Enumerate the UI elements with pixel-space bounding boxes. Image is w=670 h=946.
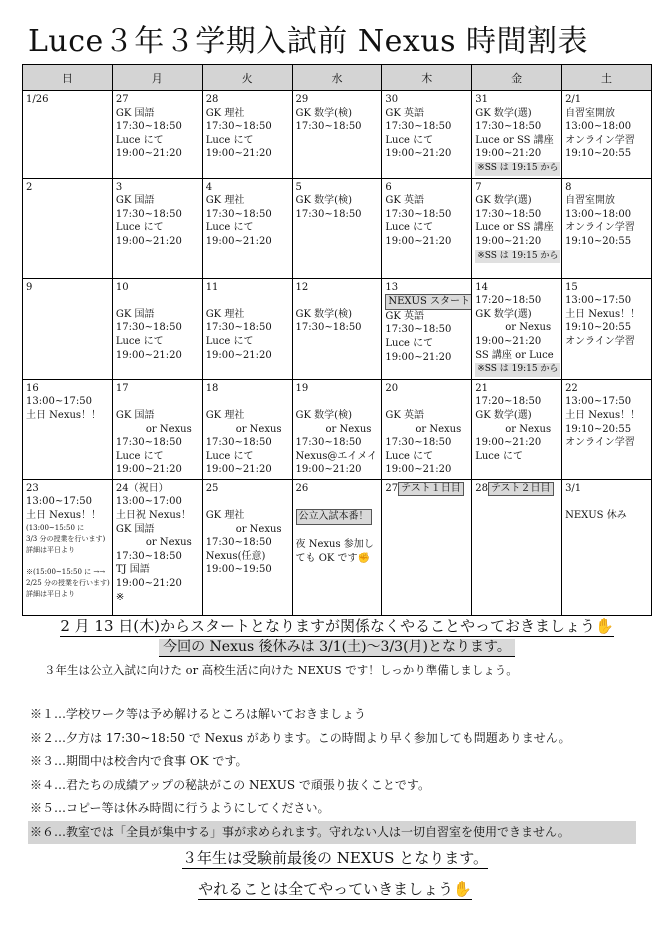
schedule-line: 公立入試本番！ (296, 509, 372, 525)
note-item: ※４…君たちの成績アップの秘訣がこの NEXUS で頑張り抜くことです。 (30, 777, 430, 792)
schedule-line: 2/25 分の授業を行います) (26, 578, 110, 587)
schedule-line: 19:00~21:20 (115, 349, 182, 361)
schedule-line: 17:30~18:50 (385, 208, 452, 220)
schedule-line: NEXUS スタート (385, 294, 471, 310)
schedule-line: 19:10~20:55 (565, 322, 632, 334)
day-cell (292, 278, 382, 379)
day-cell-header (116, 181, 199, 195)
schedule-line: 17:30~18:50 (115, 322, 182, 334)
day-cell (23, 178, 113, 278)
schedule-line: 19:00~21:20 (385, 148, 452, 160)
schedule-line: GK 数学(選) (475, 195, 532, 207)
schedule-line: ※ (115, 591, 125, 603)
schedule-line: オンライン学習 (565, 335, 635, 347)
day-date: 27 (385, 482, 399, 494)
day-cell (112, 379, 202, 479)
schedule-line (206, 395, 289, 409)
schedule-line: 詳細は平日より (26, 545, 75, 554)
schedule-line: ※SS は 19:15 から (475, 250, 560, 264)
day-cell-header (296, 382, 379, 396)
schedule-line: 17:30~18:50 (385, 121, 452, 133)
day-cell-header (475, 482, 558, 496)
day-cell-header (565, 281, 648, 295)
day-date: 3 (115, 181, 123, 193)
schedule-line: 13:00~17:50 (565, 396, 632, 408)
schedule-line: Luce にて (385, 222, 434, 234)
note-item: ※６…教室では「全員が集中する」事が求められます。守れない人は一切自習室を使用できません。 (28, 821, 636, 845)
schedule-line: GK 国語 (115, 308, 155, 320)
day-cell (112, 278, 202, 379)
start-notice (22, 615, 652, 637)
schedule-line: Luce にて (205, 222, 254, 234)
schedule-line: Luce にて (115, 335, 164, 347)
weekday-wed: 水 (292, 65, 382, 91)
schedule-line: GK 数学(検) (295, 308, 352, 320)
test-day-badge: テスト１日目 (398, 482, 464, 496)
closing-call (0, 877, 670, 901)
note-item: ※５…コピー等は休み時間に行うようにしてください。 (30, 801, 330, 815)
day-cell-header (565, 482, 648, 496)
schedule-line: オンライン学習 (565, 134, 635, 146)
weekday-fri: 金 (472, 65, 562, 91)
schedule-line: or Nexus (415, 423, 462, 435)
day-date: 22 (565, 382, 578, 394)
schedule-line: Luce にて (115, 134, 164, 146)
schedule-line: GK 英語 (385, 310, 425, 322)
schedule-line: (13:00~15:50 に (26, 523, 85, 532)
day-cell-header (385, 181, 468, 195)
schedule-line: 19:00~21:20 (385, 464, 452, 476)
schedule-line: ても OK です✊ (295, 552, 371, 564)
day-date: 3/1 (565, 482, 582, 494)
day-cell (562, 178, 652, 278)
schedule-line: 13:00~17:50 (26, 396, 93, 408)
day-date: 10 (115, 281, 129, 293)
schedule-line: 13:00~17:50 (565, 295, 632, 307)
schedule-line (296, 525, 379, 539)
page-title: Luce３年３学期入試前 Nexus 時間割表 (28, 24, 589, 59)
schedule-line: 19:00~19:50 (205, 564, 272, 576)
day-cell (202, 379, 292, 479)
day-cell (23, 379, 113, 479)
day-cell-header (296, 93, 379, 107)
schedule-line: GK 数学(検) (295, 195, 352, 207)
day-cell (23, 91, 113, 179)
schedule-line: GK 英語 (385, 195, 425, 207)
schedule-line: 17:30~18:50 (385, 324, 452, 336)
schedule-line: 3/3 分の授業を行います) (26, 534, 106, 543)
schedule-line: GK 数学(選) (475, 409, 532, 421)
schedule-line: 17:30~18:50 (475, 208, 542, 220)
schedule-line: 17:20~18:50 (475, 396, 542, 408)
schedule-line: Luce にて (385, 450, 434, 462)
schedule-line: GK 国語 (115, 409, 155, 421)
schedule-line: Nexus(任意) (205, 550, 266, 562)
schedule-line: 13:00~17:50 (26, 496, 93, 508)
schedule-line: 土日 Nexus！！ (26, 409, 102, 421)
day-cell-header (385, 281, 468, 295)
schedule-line: 13:00~18:00 (565, 208, 632, 220)
schedule-line: 13:00~17:00 (115, 496, 182, 508)
schedule-line: 自習室開放 (565, 107, 616, 119)
day-date: 24（祝日） (115, 482, 169, 494)
day-date: 28 (475, 482, 488, 494)
schedule-line: Nexus@エイメイ (295, 450, 378, 462)
day-cell-header (116, 93, 199, 107)
schedule-line: SS 講座 or Luce (475, 349, 554, 361)
schedule-line: 19:00~21:20 (385, 235, 452, 247)
schedule-line: 19:00~21:20 (475, 335, 542, 347)
day-date: 30 (385, 94, 399, 105)
schedule-line: GK 理社 (205, 409, 245, 421)
schedule-line: GK 国語 (115, 195, 155, 207)
schedule-line: 17:30~18:50 (385, 437, 452, 449)
day-date: 25 (205, 482, 219, 494)
schedule-line: Luce or SS 講座 (475, 222, 554, 234)
note-item: ※２…夕方は 17:30~18:50 で Nexus があります。この時間より早く参加しても問題ありません。 (30, 730, 571, 745)
schedule-line: GK 国語 (115, 523, 155, 535)
closing-message (0, 846, 670, 870)
day-cell-header (565, 382, 648, 396)
day-cell-header (475, 382, 558, 396)
day-date: 28 (205, 94, 219, 105)
day-cell (562, 278, 652, 379)
day-cell (202, 278, 292, 379)
day-cell-header (26, 382, 109, 396)
schedule-line: 19:00~21:20 (475, 235, 542, 247)
schedule-line: 17:30~18:50 (115, 550, 182, 562)
day-cell (472, 278, 562, 379)
schedule-line: or Nexus (235, 423, 282, 435)
schedule-line: ※SS は 19:15 から (475, 363, 560, 377)
schedule-line: or Nexus (325, 423, 372, 435)
schedule-line: 13:00~18:00 (565, 121, 632, 133)
schedule-line: GK 理社 (205, 308, 245, 320)
schedule-line: or Nexus (235, 523, 282, 535)
day-cell-header (26, 482, 109, 496)
schedule-line: 19:10~20:55 (565, 423, 632, 435)
schedule-line: 17:30~18:50 (205, 437, 272, 449)
schedule-line (206, 495, 289, 509)
weekday-mon: 月 (112, 65, 202, 91)
day-date: 31 (475, 94, 488, 105)
day-cell (472, 178, 562, 278)
week-row (23, 379, 652, 479)
day-cell-header (565, 181, 648, 195)
schedule-line (296, 294, 379, 308)
day-cell-header (116, 281, 199, 295)
closing-line-1: ３年生は受験前最後の NEXUS となります。 (181, 849, 488, 867)
day-cell (382, 379, 472, 479)
week-row (23, 178, 652, 278)
schedule-line: 19:00~21:20 (115, 578, 182, 590)
day-cell (292, 178, 382, 278)
schedule-line: 夜 Nexus 参加し (295, 539, 374, 551)
day-cell (112, 479, 202, 615)
schedule-line: GK 英語 (385, 409, 425, 421)
day-cell-header (385, 93, 468, 107)
day-date: 6 (385, 181, 392, 193)
schedule-line: or Nexus (505, 423, 552, 435)
schedule-line: 17:30~18:50 (115, 208, 182, 220)
note-item: ※３…期間中は校舎内で食事 OK です。 (30, 754, 248, 768)
schedule-line: Luce にて (115, 222, 164, 234)
schedule-line (565, 495, 648, 509)
day-date: 15 (565, 281, 578, 293)
week-row (23, 479, 652, 615)
note-item: ※１…学校ワーク等は予め解けるところは解いておきましょう (30, 707, 367, 721)
holiday-notice-text: 今回の Nexus 後休みは 3/1(土)～3/3(月)となります。 (159, 639, 515, 657)
schedule-line: Luce にて (385, 134, 434, 146)
schedule-line: 詳細は平日より (26, 589, 75, 598)
schedule-line: 19:00~21:20 (205, 349, 272, 361)
schedule-line (296, 395, 379, 409)
day-cell (562, 379, 652, 479)
day-cell-header (26, 93, 109, 107)
schedule-line: 17:30~18:50 (295, 437, 362, 449)
day-cell (472, 479, 562, 615)
schedule-line: Luce にて (205, 335, 254, 347)
schedule-line: 17:20~18:50 (475, 295, 542, 307)
schedule-line: GK 国語 (115, 107, 155, 119)
day-cell (382, 278, 472, 379)
day-cell (382, 178, 472, 278)
schedule-line: GK 理社 (205, 195, 245, 207)
schedule-line: GK 数学(検) (295, 107, 352, 119)
schedule-line: GK 理社 (205, 107, 245, 119)
day-date: 2/1 (565, 94, 582, 105)
day-cell (292, 91, 382, 179)
day-cell-header (296, 482, 379, 496)
schedule-line (206, 294, 289, 308)
schedule-line (26, 556, 109, 567)
schedule-line: Luce にて (115, 450, 164, 462)
schedule-line (116, 294, 199, 308)
schedule-line: 17:30~18:50 (295, 322, 362, 334)
day-date: 13 (385, 281, 399, 293)
day-cell-header (26, 181, 109, 195)
day-cell (382, 479, 472, 615)
week-row (23, 91, 652, 179)
schedule-line: 19:00~21:20 (475, 437, 542, 449)
schedule-line: 19:00~21:20 (205, 464, 272, 476)
day-cell (292, 479, 382, 615)
day-date: 2 (26, 181, 33, 193)
schedule-line: Luce にて (385, 337, 434, 349)
day-date: 9 (26, 281, 33, 293)
day-date: 14 (475, 281, 488, 293)
day-date: 12 (295, 281, 309, 293)
day-cell (382, 91, 472, 179)
day-date: 4 (205, 181, 213, 193)
schedule-line (385, 395, 468, 409)
day-cell-header (475, 181, 558, 195)
schedule-line: 19:00~21:20 (115, 464, 182, 476)
day-cell-header (206, 482, 289, 496)
day-cell-header (206, 382, 289, 396)
schedule-line: Luce or SS 講座 (475, 134, 554, 146)
day-date: 23 (26, 482, 39, 494)
week-row (23, 278, 652, 379)
day-cell (202, 479, 292, 615)
day-date: 11 (205, 281, 219, 293)
schedule-line: 17:30~18:50 (115, 437, 182, 449)
schedule-line: Luce にて (205, 450, 254, 462)
day-cell (23, 479, 113, 615)
day-date: 16 (26, 382, 39, 394)
schedule-line: 19:00~21:20 (205, 148, 272, 160)
schedule-line: or Nexus (145, 423, 192, 435)
schedule-line: 17:30~18:50 (205, 208, 272, 220)
schedule-line: 土日 Nexus！！ (565, 409, 641, 421)
day-cell-header (116, 482, 199, 496)
day-cell (292, 379, 382, 479)
schedule-line: 19:00~21:20 (295, 464, 362, 476)
weekday-sat: 土 (562, 65, 652, 91)
closing-line-2: やれることは全てやっていきましょう✋ (198, 880, 472, 898)
schedule-line: 19:00~21:20 (115, 148, 182, 160)
day-date: 29 (295, 94, 309, 105)
schedule-line: 19:00~21:20 (385, 351, 452, 363)
schedule-line: NEXUS 休み (565, 510, 627, 522)
schedule-line: 17:30~18:50 (295, 208, 362, 220)
day-cell-header (26, 281, 109, 295)
schedule-line (296, 495, 379, 509)
schedule-line: 17:30~18:50 (475, 121, 542, 133)
schedule-line: 17:30~18:50 (205, 121, 272, 133)
day-date: 17 (115, 382, 129, 394)
timetable (22, 64, 652, 616)
day-cell-header (565, 93, 648, 107)
schedule-line: GK 数学(検) (295, 409, 352, 421)
schedule-line: Luce にて (205, 134, 254, 146)
day-date: 20 (385, 382, 399, 394)
weekday-thu: 木 (382, 65, 472, 91)
prep-notice: ３年生は公立入試に向けた or 高校生活に向けた NEXUS です！しっかり準備しましょう。 (44, 663, 518, 677)
day-cell (562, 91, 652, 179)
day-cell (562, 479, 652, 615)
day-cell-header (385, 482, 468, 496)
day-cell-header (296, 281, 379, 295)
weekday-header-row (23, 65, 652, 91)
day-cell (23, 278, 113, 379)
day-date: 7 (475, 181, 482, 193)
schedule-line: Luce にて (475, 450, 523, 462)
schedule-line: GK 理社 (205, 510, 245, 522)
weekday-tue: 火 (202, 65, 292, 91)
day-cell (112, 178, 202, 278)
notes-list (28, 703, 638, 844)
schedule-line: 19:10~20:55 (565, 148, 632, 160)
schedule-line: ※(15:00~15:50 に →→ (26, 567, 106, 576)
day-date: 27 (115, 94, 129, 105)
day-cell-header (385, 382, 468, 396)
schedule-line: 19:00~21:20 (115, 235, 182, 247)
day-cell-header (475, 281, 558, 295)
schedule-line: 19:10~20:55 (565, 235, 632, 247)
schedule-line: 土日 Nexus！！ (565, 308, 641, 320)
day-date: 19 (295, 382, 309, 394)
day-cell (202, 178, 292, 278)
schedule-line: GK 数学(選) (475, 107, 532, 119)
day-date: 1/26 (26, 94, 49, 105)
schedule-line (116, 395, 199, 409)
day-cell (202, 91, 292, 179)
schedule-line: 土日祝 Nexus！ (115, 510, 191, 522)
day-date: 8 (565, 181, 572, 193)
test-day-badge: テスト２日目 (488, 482, 554, 496)
day-date: 26 (295, 482, 309, 494)
day-cell-header (206, 93, 289, 107)
day-cell-header (206, 281, 289, 295)
day-cell-header (296, 181, 379, 195)
start-notice-text: 2 月 13 日(木)からスタートとなりますが関係なくやることやっておきましょう✋ (60, 617, 614, 635)
schedule-line: or Nexus (505, 322, 552, 334)
schedule-line: 17:30~18:50 (205, 322, 272, 334)
schedule-line: or Nexus (145, 537, 192, 549)
schedule-line: 自習室開放 (565, 195, 616, 207)
day-cell-header (475, 93, 558, 107)
schedule-line: GK 英語 (385, 107, 425, 119)
schedule-line: 19:00~21:20 (205, 235, 272, 247)
day-date: 21 (475, 382, 488, 394)
schedule-line: ※SS は 19:15 から (475, 162, 560, 176)
day-date: 18 (205, 382, 219, 394)
day-cell-header (116, 382, 199, 396)
schedule-line: 17:30~18:50 (205, 537, 272, 549)
schedule-line: GK 数学(選) (475, 308, 532, 320)
schedule-line: オンライン学習 (565, 222, 635, 234)
schedule-line: TJ 国語 (115, 564, 150, 576)
schedule-line: 土日 Nexus！！ (26, 510, 102, 522)
day-cell (472, 379, 562, 479)
schedule-line: 19:00~21:20 (475, 148, 542, 160)
day-cell (472, 91, 562, 179)
weekday-sun: 日 (23, 65, 113, 91)
schedule-line: 17:30~18:50 (295, 121, 362, 133)
day-cell-header (206, 181, 289, 195)
day-cell (112, 91, 202, 179)
schedule-line: 17:30~18:50 (115, 121, 182, 133)
day-date: 5 (295, 181, 302, 193)
schedule-line: オンライン学習 (565, 437, 635, 449)
holiday-notice (22, 636, 652, 658)
